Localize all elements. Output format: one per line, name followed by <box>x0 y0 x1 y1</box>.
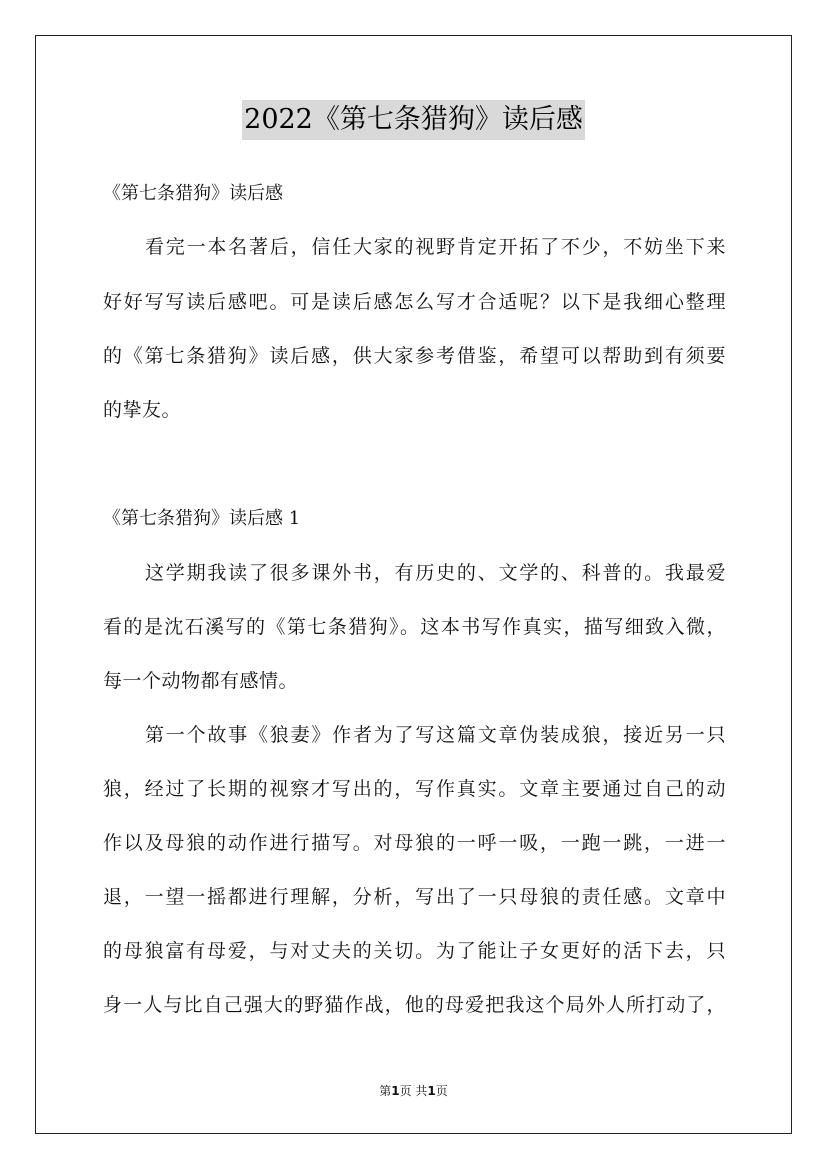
body-line: 这学期我读了很多课外书，有历史的、文学的、科普的。我最爱 <box>145 562 726 584</box>
document-heading: 《第七条猎狗》读后感 <box>103 183 283 204</box>
body-line: 第一个故事《狼妻》作者为了写这篇文章伪装成狼，接近另一只 <box>145 724 726 746</box>
footer-prefix: 第 <box>379 1084 392 1098</box>
intro-line: 的《第七条猎狗》读后感，供大家参考借鉴，希望可以帮助到有须要 <box>103 345 726 367</box>
body-line: 看的是沈石溪写的《第七条猎狗》。这本书写作真实，描写细致入微， <box>103 616 726 638</box>
body-line: 退，一望一摇都进行理解，分析，写出了一只母狼的责任感。文章中 <box>103 886 726 908</box>
body-line: 作以及母狼的动作进行描写。对母狼的一呼一吸，一跑一跳，一进一 <box>103 832 726 854</box>
footer-page-number: 1 <box>391 1084 400 1098</box>
body-line: 身一人与比自己强大的野猫作战，他的母爱把我这个局外人所打动了， <box>103 994 726 1016</box>
footer-page-total: 1 <box>427 1084 436 1098</box>
footer-suffix: 页 <box>435 1084 448 1098</box>
body-line: 每一个动物都有感情。 <box>103 670 299 692</box>
intro-line: 看完一本名著后，信任大家的视野肯定开拓了不少，不妨坐下来 <box>145 236 726 258</box>
intro-line: 的挚友。 <box>103 399 182 421</box>
footer-mid: 页 共 <box>399 1084 428 1098</box>
intro-line: 好好写写读后感吧。可是读后感怎么写才合适呢？以下是我细心整理 <box>103 291 726 313</box>
body-line: 的母狼富有母爱，与对丈夫的关切。为了能让子女更好的活下去，只 <box>103 940 726 962</box>
body-line: 狼，经过了长期的视察才写出的，写作真实。文章主要通过自己的动 <box>103 778 726 800</box>
page-footer <box>0 1083 827 1099</box>
document-title: 2022《第七条猎狗》读后感 <box>242 100 585 140</box>
title-container <box>0 100 827 140</box>
section-heading: 《第七条猎狗》读后感 1 <box>103 508 301 529</box>
